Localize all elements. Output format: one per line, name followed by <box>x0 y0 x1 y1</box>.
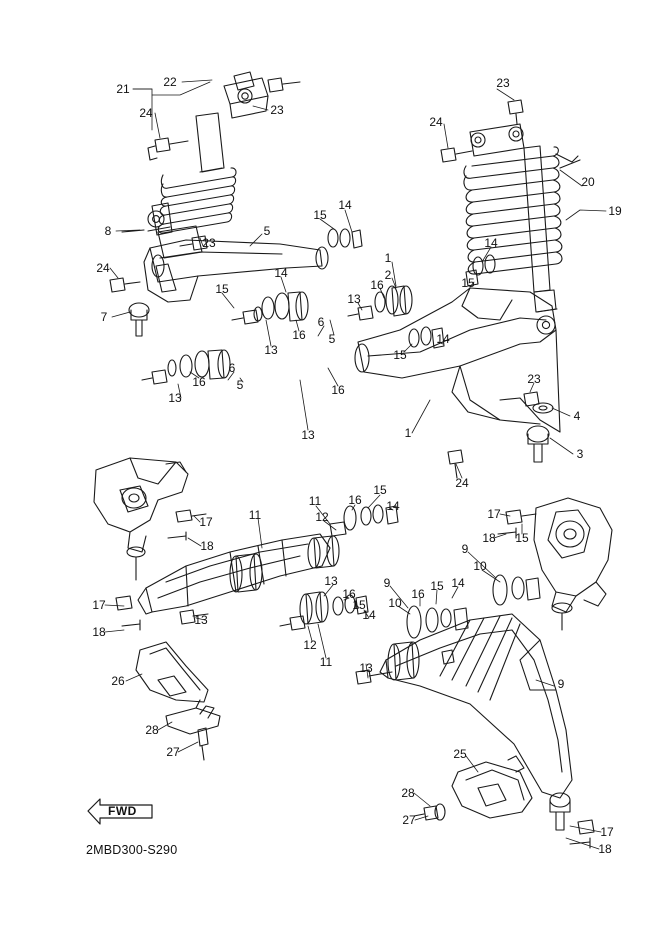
callout-number: 9 <box>557 677 565 691</box>
front-shock-right <box>441 100 580 334</box>
small-fasteners-br <box>570 820 594 848</box>
callout-number: 14 <box>338 198 352 212</box>
callout-number: 7 <box>100 310 108 324</box>
callout-number: 4 <box>573 409 581 423</box>
fwd-direction-badge <box>86 795 154 828</box>
callout-number: 8 <box>104 224 112 238</box>
callout-number: 23 <box>202 236 216 250</box>
callout-number: 15 <box>313 208 327 222</box>
callout-number: 27 <box>166 745 180 759</box>
callout-number: 22 <box>163 75 177 89</box>
callout-number: 18 <box>482 531 496 545</box>
lower-arm-right <box>356 575 572 830</box>
hardware-stack-upper-right <box>348 255 495 348</box>
callout-number: 18 <box>92 625 106 639</box>
callout-number: 17 <box>487 507 501 521</box>
callout-number: 24 <box>96 261 110 275</box>
callout-number: 14 <box>362 608 376 622</box>
callout-number: 13 <box>168 391 182 405</box>
fwd-label: FWD <box>108 804 137 818</box>
callout-number: 16 <box>331 383 345 397</box>
callout-number: 15 <box>373 483 387 497</box>
callout-number: 28 <box>401 786 415 800</box>
callout-number: 13 <box>194 613 208 627</box>
steering-knuckle-left <box>94 458 206 580</box>
callout-number: 17 <box>199 515 213 529</box>
callout-number: 15 <box>393 348 407 362</box>
callout-number: 14 <box>436 332 450 346</box>
callout-number: 13 <box>347 292 361 306</box>
callout-number: 2 <box>384 268 392 282</box>
part-code-label: 2MBD300-S290 <box>86 843 178 857</box>
callout-number: 14 <box>451 576 465 590</box>
small-fasteners <box>116 596 140 630</box>
callout-number: 23 <box>270 103 284 117</box>
callout-number: 14 <box>386 499 400 513</box>
callout-number: 18 <box>200 539 214 553</box>
callout-number: 15 <box>430 579 444 593</box>
callout-number: 5 <box>236 378 244 392</box>
skid-plate-left <box>136 642 220 760</box>
callout-number: 25 <box>453 747 467 761</box>
callout-number: 14 <box>274 266 288 280</box>
callout-number: 15 <box>461 276 475 290</box>
callout-number: 16 <box>342 587 356 601</box>
callout-number: 9 <box>461 542 469 556</box>
callout-number: 19 <box>608 204 622 218</box>
callout-number: 13 <box>359 661 373 675</box>
callout-number: 14 <box>484 236 498 250</box>
callout-number: 16 <box>192 375 206 389</box>
callout-number: 6 <box>228 361 236 375</box>
steering-knuckle-right <box>498 498 612 630</box>
callout-number: 17 <box>92 598 106 612</box>
callout-number: 12 <box>303 638 317 652</box>
callout-number: 5 <box>263 224 271 238</box>
callout-number: 10 <box>388 596 402 610</box>
callout-number: 27 <box>402 813 416 827</box>
callout-number: 16 <box>370 278 384 292</box>
callout-number: 16 <box>292 328 306 342</box>
callout-number: 24 <box>429 115 443 129</box>
callout-number: 1 <box>404 426 412 440</box>
callout-number: 1 <box>384 251 392 265</box>
callout-number: 15 <box>215 282 229 296</box>
callout-number: 23 <box>496 76 510 90</box>
callout-number: 21 <box>116 82 130 96</box>
callout-number: 13 <box>324 574 338 588</box>
callout-number: 23 <box>527 372 541 386</box>
callout-number: 3 <box>576 447 584 461</box>
callout-number: 11 <box>248 508 262 522</box>
callout-number: 15 <box>352 598 366 612</box>
callout-number: 26 <box>111 674 125 688</box>
callout-number: 20 <box>581 175 595 189</box>
callout-number: 12 <box>315 510 329 524</box>
callout-number: 16 <box>348 493 362 507</box>
callout-number: 28 <box>145 723 159 737</box>
callout-number: 15 <box>515 531 529 545</box>
callout-number: 9 <box>383 576 391 590</box>
callout-number: 11 <box>308 494 322 508</box>
callout-number: 6 <box>317 315 325 329</box>
callout-number: 5 <box>328 332 336 346</box>
callout-number: 18 <box>598 842 612 856</box>
callout-number: 17 <box>600 825 614 839</box>
callout-number: 10 <box>473 559 487 573</box>
callout-number: 11 <box>319 655 333 669</box>
callout-number: 24 <box>455 476 469 490</box>
callout-number: 24 <box>139 106 153 120</box>
callout-number: 16 <box>411 587 425 601</box>
front-shock-left <box>148 72 300 258</box>
callout-number: 13 <box>301 428 315 442</box>
callout-number: 13 <box>264 343 278 357</box>
hardware-stack-upper-left <box>142 229 362 384</box>
